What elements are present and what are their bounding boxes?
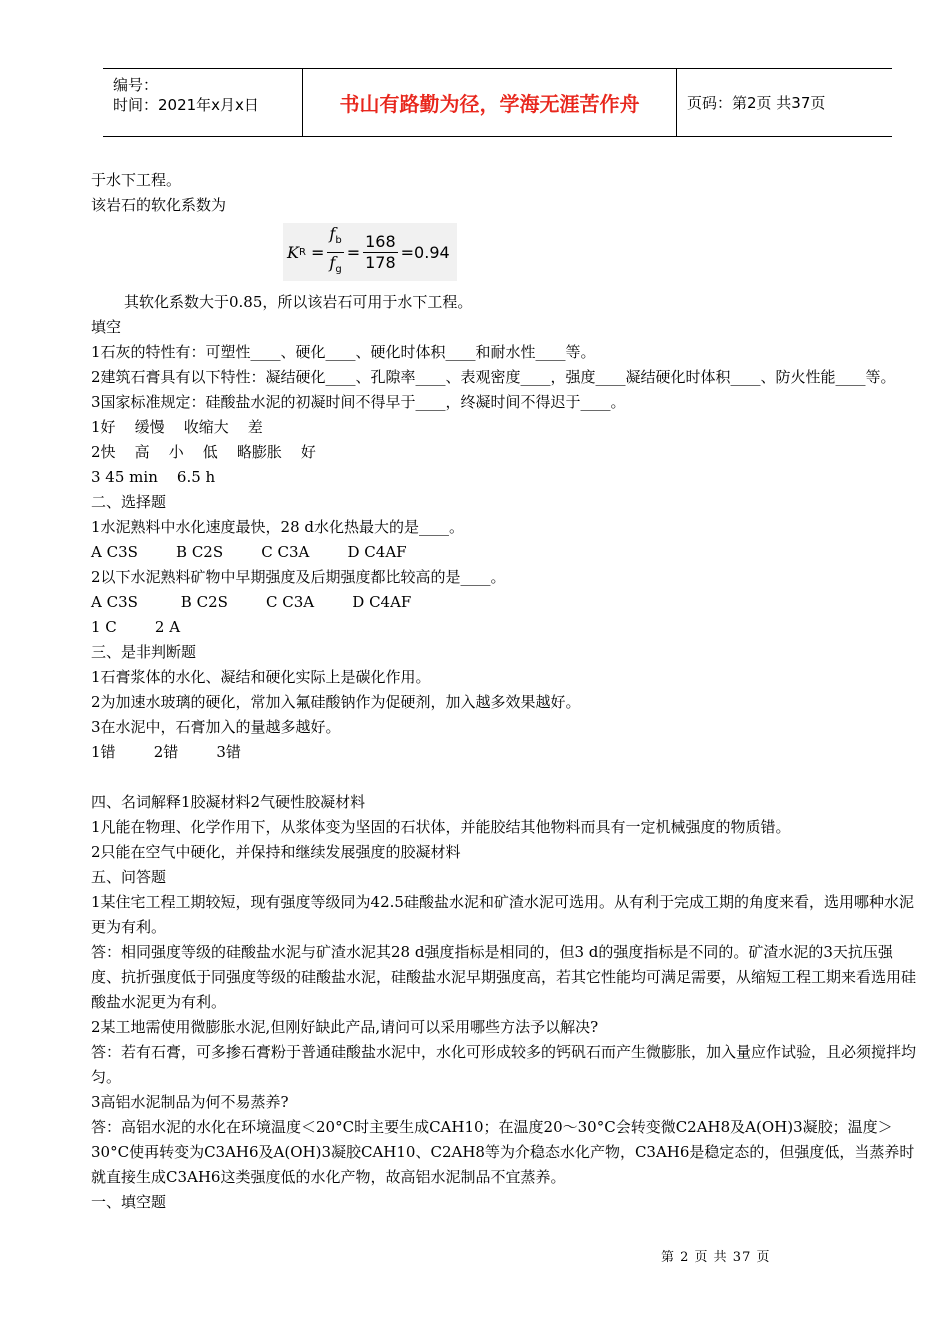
formula-lhs: K [287,242,299,262]
page-footer: 第 2 页 共 37 页 [661,1250,771,1265]
text-line: 三、是非判断题 [91,643,197,661]
text-line: 1错 2错 3错 [91,743,241,761]
text-line: 四、名词解释1胶凝材料2气硬性胶凝材料 [91,793,366,811]
text-line: 1好 缓慢 收缩大 差 [91,418,263,436]
text-line: A C3S B C2S C C3A D C4AF [91,543,407,561]
softening-coefficient-formula: K R = $\frac{f_b}{f_g}$ = $\frac{168}{178}$ =0.94 [283,223,457,281]
header-motto: 书山有路勤为径，学海无涯苦作舟 [303,69,677,136]
document-body [91,168,921,1215]
text-line: A C3S B C2S C C3A D C4AF [91,593,412,611]
formula-fraction-vars [327,224,343,279]
text-line: 答：相同强度等级的硅酸盐水泥与矿渣水泥其28 d强度指标是相同的，但3 d的强度指标是不同的。矿渣水泥的3天抗压强度、抗折强度低于同强度等级的硅酸盐水泥，硅酸盐水泥早期强度高，若其它性能均可满足需要，从缩短工程工期来看选用硅酸盐水泥更为有利。 [91,943,917,1011]
text-line: 1石灰的特性有：可塑性____、硬化____、硬化时体积____和耐水性____等。 [91,343,596,361]
text-line: 2只能在空气中硬化，并保持和继续发展强度的胶凝材料 [91,843,461,861]
text-line: 2建筑石膏具有以下特性：凝结硬化____、孔隙率____、表观密度____，强度____凝结硬化时体积____、防火性能____等。 [91,368,896,386]
text-line: 该岩石的软化系数为 [91,196,227,214]
formula-num-sub: b [335,235,342,247]
formula-den-sub: g [335,263,342,275]
text-line: 2某工地需使用微膨胀水泥,但刚好缺此产品,请问可以采用哪些方法予以解决? [91,1018,599,1036]
formula-den-var: f [329,252,336,272]
header-id-label: 编号： [113,76,159,94]
text-line: 答：高铝水泥的水化在环境温度＜20°C时主要生成CAH10；在温度20～30°C会转变微C2AH8及A(OH)3凝胶；温度＞30°C使再转变为C3AH6及A(OH)3凝胶CAH10、C2AH8等为介稳态水化产物，C3AH6是稳定态的，但强度低，当蒸养时就直接生成C3AH6这类强度低的水化产物，故高铝水泥制品不宜蒸养。 [91,1118,915,1186]
blank-gap [91,765,921,790]
qa-lines [91,790,921,1215]
text-line: 3在水泥中，石膏加入的量越多越好。 [91,718,341,736]
header-page-label: 页码：第2页 共37页 [687,94,826,112]
text-line: 1凡能在物理、化学作用下，从浆体变为坚固的石状体，并能胶结其他物料而具有一定机械强度的物质错。 [91,818,791,836]
formula-result: =0.94 [400,242,450,262]
formula-block [91,218,921,290]
text-line: 填空 [91,318,122,336]
conclusion-line: 其软化系数大于0.85，所以该岩石可用于水下工程。 [124,293,473,311]
intro-lines [91,168,921,218]
text-line: 二、选择题 [91,493,167,511]
text-line: 1石膏浆体的水化、凝结和硬化实际上是碳化作用。 [91,668,431,686]
text-line: 2快 高 小 低 略膨胀 好 [91,443,316,461]
exercise-lines [91,315,921,765]
text-line: 1水泥熟料中水化速度最快，28 d水化热最大的是____。 [91,518,465,536]
text-line: 3 45 min 6.5 h [91,468,216,486]
text-line: 五、问答题 [91,868,167,886]
text-line: 答：若有石膏，可多掺石膏粉于普通硅酸盐水泥中，水化可形成较多的钙矾石而产生微膨胀，加入量应作试验，且必须搅拌均匀。 [91,1043,917,1086]
text-line: 于水下工程。 [91,171,182,189]
formula-fraction-values [363,232,398,273]
header-time-label: 时间：2021年x月x日 [113,96,259,114]
text-line: 2以下水泥熟料矿物中早期强度及后期强度都比较高的是____。 [91,568,506,586]
formula-den-val: 178 [365,252,396,272]
formula-num-val: 168 [365,231,396,251]
header-meta [103,69,303,136]
page-header [103,68,892,137]
text-line: 1某住宅工程工期较短，现有强度等级同为42.5硅酸盐水泥和矿渣水泥可选用。从有利于完成工期的角度来看，选用哪种水泥更为有利。 [91,893,914,936]
formula-lhs-sub: R [298,246,306,258]
text-line: 3高铝水泥制品为何不易蒸养? [91,1093,289,1111]
text-line: 1 C 2 A [91,618,181,636]
text-line: 2为加速水玻璃的硬化，常加入氟硅酸钠作为促硬剂，加入越多效果越好。 [91,693,581,711]
text-line: 3国家标准规定：硅酸盐水泥的初凝时间不得早于____，终凝时间不得迟于____。 [91,393,626,411]
text-line: 一、填空题 [91,1193,167,1211]
formula-num-var: f [329,224,336,244]
